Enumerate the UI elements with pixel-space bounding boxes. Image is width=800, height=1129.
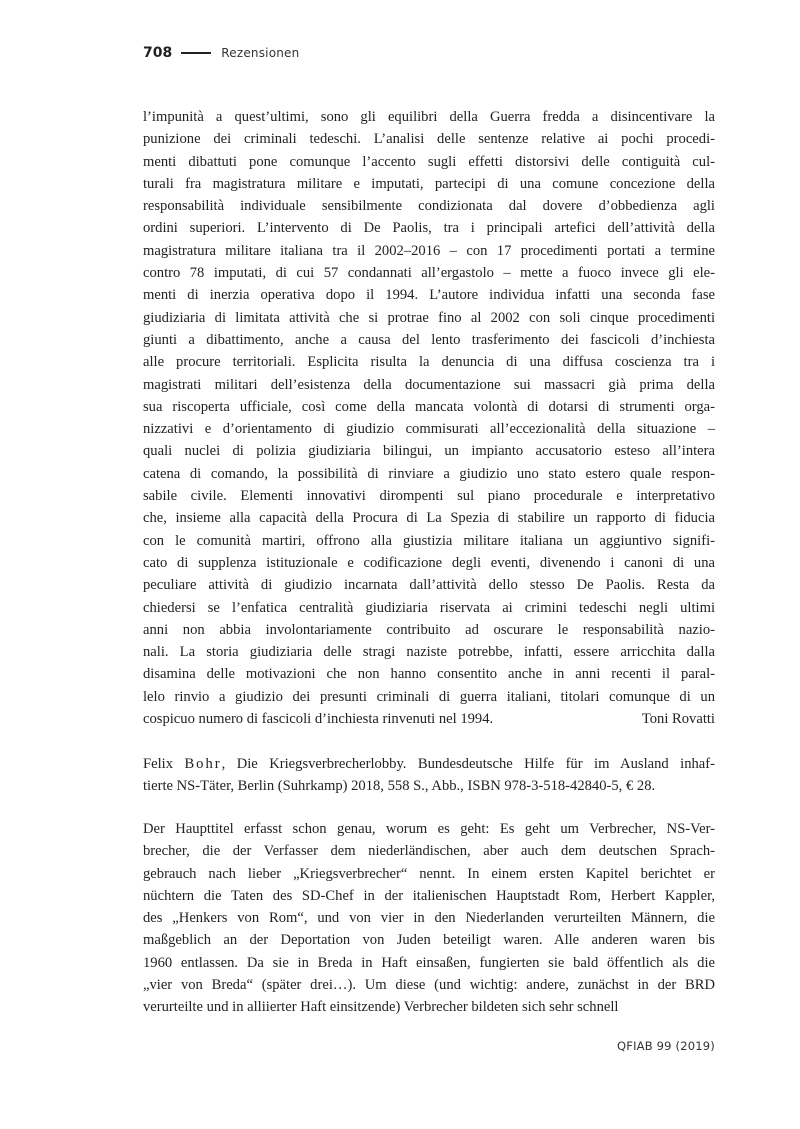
text-line: magistrati militari dell’esistenza della documentazione sui massacri già prima della xyxy=(143,376,715,393)
text-line: che, insieme alla capacità della Procura di La Spezia di stabilire un rapporto di fiducia xyxy=(143,510,715,527)
review-author: Toni Rovatti xyxy=(641,711,715,728)
review-text xyxy=(143,818,715,1019)
text-line xyxy=(143,708,715,730)
section-title: Rezensionen xyxy=(221,46,300,60)
text-line: nali. La storia giudiziaria delle stragi naziste potrebbe, infatti, essere arricchita dalla xyxy=(143,644,715,661)
text-line: nizzativi e d’orientamento di giudizio commisurati all’eccezionalità della situazione – xyxy=(143,421,715,438)
text-line: verurteilte und in alliierter Haft einsitzende) Verbrecher bildeten sich sehr schnell xyxy=(143,999,619,1016)
text-line: sua riscoperta ufficiale, così come della mancata volontà di dotarsi di strumenti orga- xyxy=(143,398,715,415)
text-line: ordini superiori. L’intervento di De Paolis, tra i principali artefici dell’attività della xyxy=(143,220,715,237)
author-first-name: Felix xyxy=(143,756,173,772)
text-line: giudiziaria di limitata attività che si protrae fino al 2002 con soli cinque procedimenti xyxy=(143,309,715,326)
text-line: anni non abbia involontariamente contribuito ad oscurare le responsabilità nazio- xyxy=(143,621,715,638)
text-line: menti dibattuti pone comunque l’accento sugli effetti distorsivi delle contiguità cul- xyxy=(143,153,715,170)
text-line: maßgeblich an der Deportation von Juden beteiligt waren. Alle anderen waren bis xyxy=(143,932,715,949)
text-line: menti di inerzia operativa dopo il 1994. L’autore individua infatti una seconda fase xyxy=(143,287,715,304)
journal-footer: QFIAB 99 (2019) xyxy=(617,1039,715,1053)
citation-line xyxy=(143,753,715,775)
text-line: turali fra magistratura militare e imputati, partecipi di una comune concezione della xyxy=(143,175,715,192)
text-line: 1960 entlassen. Da sie in Breda in Haft einsaßen, fungierten sie bald öffentlich als die xyxy=(143,954,715,971)
text-line: des „Henkers von Rom“, und von vier in den Niederlanden verurteilten Männern, die xyxy=(143,910,715,927)
author-surname: Bohr xyxy=(184,756,222,772)
text-line: giunti a dibattimento, anche a causa del lento trasferimento dei fascicoli d’inchiesta xyxy=(143,331,715,348)
book-citation xyxy=(143,753,715,798)
citation-title: , Die Kriegsverbrecherlobby. Bundesdeutsche Hilfe für im Ausland inhaf- xyxy=(221,756,715,772)
text-line: chiedersi se l’enfatica centralità giudiziaria riservata ai crimini tedeschi negli ultimi xyxy=(143,599,715,616)
text-line: gebrauch nach lieber „Kriegsverbrecher“ nennt. In einem ersten Kapitel berichtet er xyxy=(143,865,715,882)
last-line-text: cospicuo numero di fascicoli d’inchiesta rinvenuti nel 1994. xyxy=(143,711,494,728)
text-line: contro 78 imputati, di cui 57 condannati all’ergastolo – mette a fuoco invece gli ele- xyxy=(143,265,715,282)
text-line: alle procure territoriali. Esplicita risulta la denuncia di una diffusa coscienza tra i xyxy=(143,354,715,371)
text-line: punizione dei criminali tedeschi. L’analisi delle sentenze relative ai pochi procedi- xyxy=(143,131,715,148)
text-line: peculiare attività di giudizio incarnata dall’attività dello stesso De Paolis. Resta da xyxy=(143,577,715,594)
text-line: brecher, die der Verfasser dem niederländischen, aber auch dem deutschen Sprach- xyxy=(143,843,715,860)
text-line: catena di comando, la possibilità di rinviare a giudizio uno stato estero quale respon- xyxy=(143,465,715,482)
text-line: Der Haupttitel erfasst schon genau, worum es geht: Es geht um Verbrecher, NS-Ver- xyxy=(143,821,715,837)
text-line: responsabilità individuale sensibilmente condizionata dal dovere d’obbedienza agli xyxy=(143,198,715,215)
text-line: l’impunità a quest’ultimi, sono gli equilibri della Guerra fredda a disincentivare la xyxy=(143,109,715,125)
text-line: con le comunità martiri, offrono alla giustizia militare italiana un aggiuntivo signifi- xyxy=(143,532,715,549)
text-line: cato di supplenza istituzionale e codificazione degli eventi, divenendo i canoni di una xyxy=(143,554,715,571)
text-line: disamina delle motivazioni che non hanno consentito anche in anni recenti il paral- xyxy=(143,666,715,683)
citation-line: tierte NS-Täter, Berlin (Suhrkamp) 2018, 558 S., Abb., ISBN 978-3-518-42840-5, € 28. xyxy=(143,778,656,795)
review-text-continued xyxy=(143,106,715,730)
header-rule xyxy=(181,52,211,54)
text-line: magistratura militare italiana tra il 2002–2016 – con 17 procedimenti portati a termine xyxy=(143,242,715,259)
text-line: „vier von Breda“ (später drei…). Um diese (und wichtig: andere, zunächst in der BRD xyxy=(143,977,715,994)
text-line: sabile civile. Elementi innovativi dirompenti sul piano procedurale e interpretativo xyxy=(143,488,715,505)
running-header xyxy=(143,43,299,63)
text-line: nüchtern die Taten des SD-Chef in der italienischen Hauptstadt Rom, Herbert Kappler, xyxy=(143,887,715,904)
text-line: lelo rinvio a giudizio dei presunti criminali di guerra italiani, titolari comunque di un xyxy=(143,688,715,705)
page-number: 708 xyxy=(143,45,173,61)
text-line: quali nuclei di polizia giudiziaria bilingui, un impianto accusatorio esteso all’intera xyxy=(143,443,715,460)
